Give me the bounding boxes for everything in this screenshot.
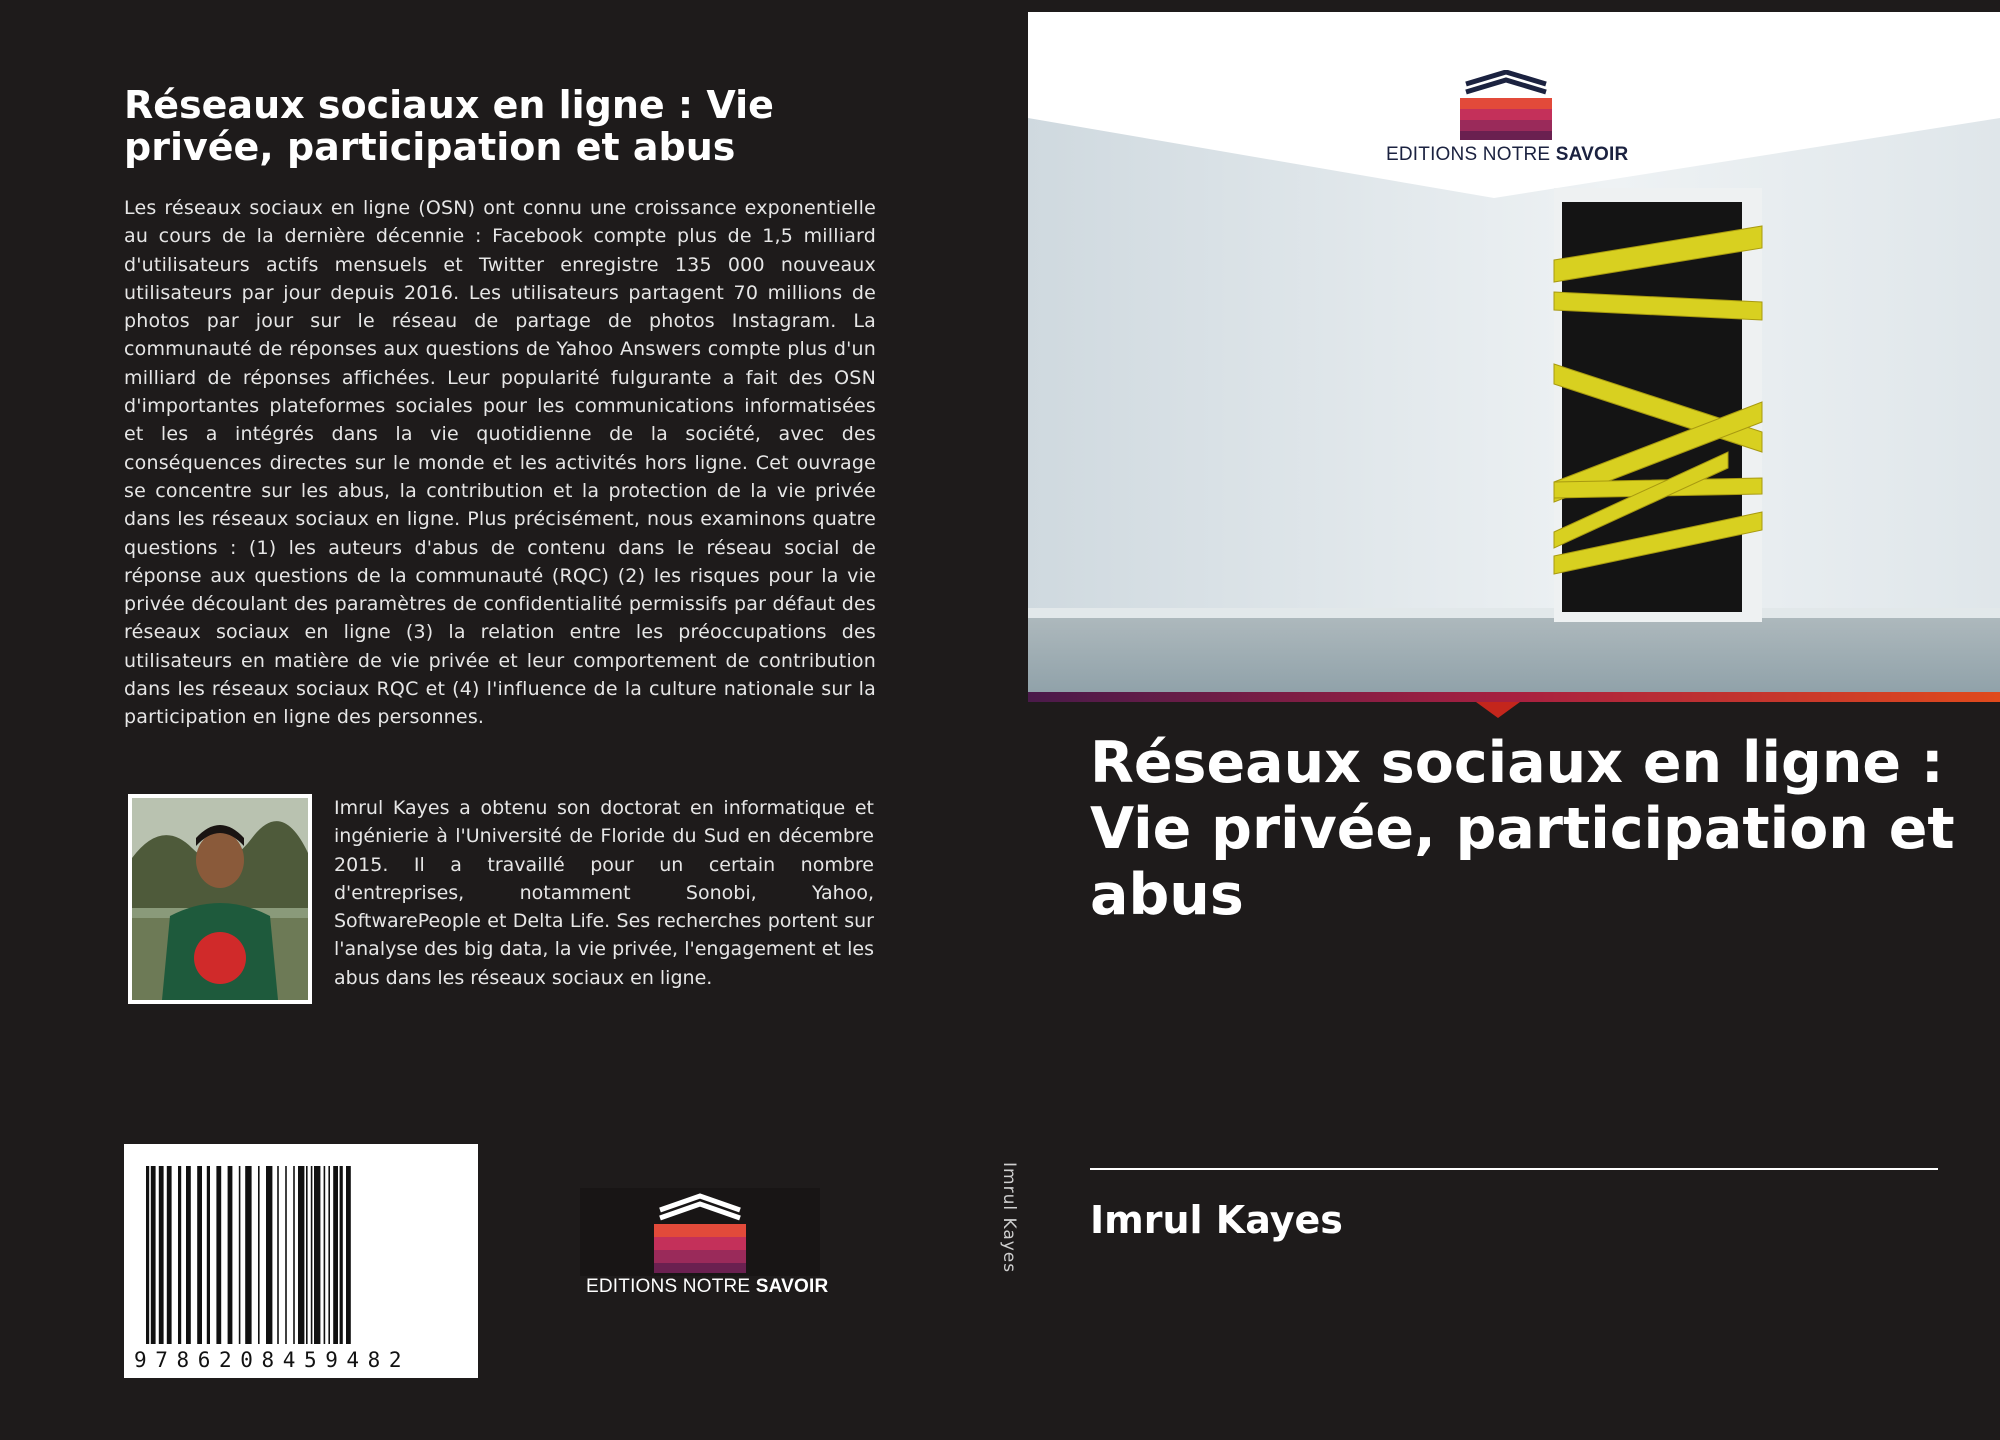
barcode-bar bbox=[306, 1166, 308, 1344]
barcode-bar bbox=[228, 1166, 233, 1344]
barcode-bar bbox=[314, 1166, 320, 1344]
barcode-bar bbox=[258, 1166, 260, 1344]
barcode-bar bbox=[178, 1166, 181, 1344]
barcode-bar bbox=[346, 1166, 351, 1344]
barcode-bar bbox=[245, 1166, 251, 1344]
barcode-bar bbox=[239, 1166, 241, 1344]
publisher-logo-back bbox=[580, 1188, 829, 1308]
cover-image bbox=[1028, 12, 2000, 698]
barcode-digits: 9786208459482 bbox=[134, 1348, 411, 1372]
publisher-name-front: EDITIONS NOTRE SAVOIR bbox=[1386, 144, 1629, 165]
barcode-bar bbox=[207, 1166, 210, 1344]
front-title: Réseaux sociaux en ligne : Vie privée, participation et abus bbox=[1090, 730, 1955, 928]
barcode-bar bbox=[277, 1166, 279, 1344]
barcode-bar bbox=[293, 1166, 295, 1344]
barcode-bar bbox=[159, 1166, 164, 1344]
barcode-bar bbox=[340, 1166, 343, 1344]
barcode-bar bbox=[328, 1166, 330, 1344]
barcode-bar bbox=[285, 1166, 287, 1344]
front-author: Imrul Kayes bbox=[1090, 1198, 1343, 1242]
barcode-bar bbox=[197, 1166, 202, 1344]
publisher-book-logo-icon bbox=[1456, 70, 1556, 140]
title-divider bbox=[1090, 1168, 1938, 1170]
back-blurb: Les réseaux sociaux en ligne (OSN) ont connu une croissance exponentielle au cours de la dernière décennie : Facebook compte plus de 1,5 milliard d'utilisateurs actifs mensuels et Twitter enregistre 135 000 nouveaux utilisateurs par jour depuis 2016. Les utilisateurs partagent 70 millions de photos par jour sur le réseau de partage de photos Instagram. La communauté de réponses aux questions de Yahoo Answers compte plus d'un milliard de réponses affichées. Leur popularité fulgurante a fait des OSN d'importantes plateformes sociales pour les communications informatisées et les a intégrés dans la vie quotidienne de la société, avec des conséquences directes sur le monde et les activités hors ligne. Cet ouvrage se concentre sur les abus, la contribution et la protection de la vie privée dans les réseaux sociaux en ligne. Plus précisément, nous examinons quatre questions : (1) les auteurs d'abus de contenu dans le réseau social de réponse aux questions de la communauté (RQC) (2) les risques pour la vie privée découlant des paramètres de confidentialité permissifs par défaut des réseaux sociaux en ligne (3) la relation entre les préoccupations des utilisateurs en matière de vie privée et leur comportement de contribution dans les réseaux sociaux RQC et (4) l'influence de la culture nationale sur la participation en ligne des personnes. bbox=[124, 197, 876, 729]
barcode-bar bbox=[167, 1166, 172, 1344]
barcode-bar bbox=[311, 1166, 313, 1344]
barcode-bar bbox=[216, 1166, 221, 1344]
barcode-bar bbox=[146, 1166, 149, 1344]
barcode-bar bbox=[151, 1166, 156, 1344]
barcode bbox=[124, 1144, 478, 1378]
barcode-bar bbox=[266, 1166, 272, 1344]
back-title: Réseaux sociaux en ligne : Vie privée, participation et abus bbox=[124, 83, 774, 169]
author-bio: Imrul Kayes a obtenu son doctorat en informatique et ingénierie à l'Université de Floride du Sud en décembre 2015. Il a travaillé pour un certain nombre d'entreprises, notamment Sonobi, Yahoo, SoftwarePeople et Delta Life. Ses recherches portent sur l'analyse des big data, la vie privée, l'engagement et les abus dans les réseaux sociaux en ligne. bbox=[334, 797, 874, 989]
spine-author: Imrul Kayes bbox=[999, 1162, 1019, 1274]
accent-bar bbox=[1028, 692, 2000, 702]
barcode-bar bbox=[333, 1166, 338, 1344]
publisher-book-logo-icon bbox=[580, 1188, 820, 1276]
barcode-bar bbox=[298, 1166, 304, 1344]
publisher-name-back: EDITIONS NOTRE SAVOIR bbox=[586, 1276, 829, 1297]
accent-pointer bbox=[1476, 702, 1520, 718]
barcode-bar bbox=[186, 1166, 191, 1344]
author-photo bbox=[128, 794, 312, 1004]
front-cover bbox=[1028, 0, 2000, 1440]
publisher-logo-front bbox=[1386, 70, 1629, 166]
barcode-bar bbox=[324, 1166, 326, 1344]
